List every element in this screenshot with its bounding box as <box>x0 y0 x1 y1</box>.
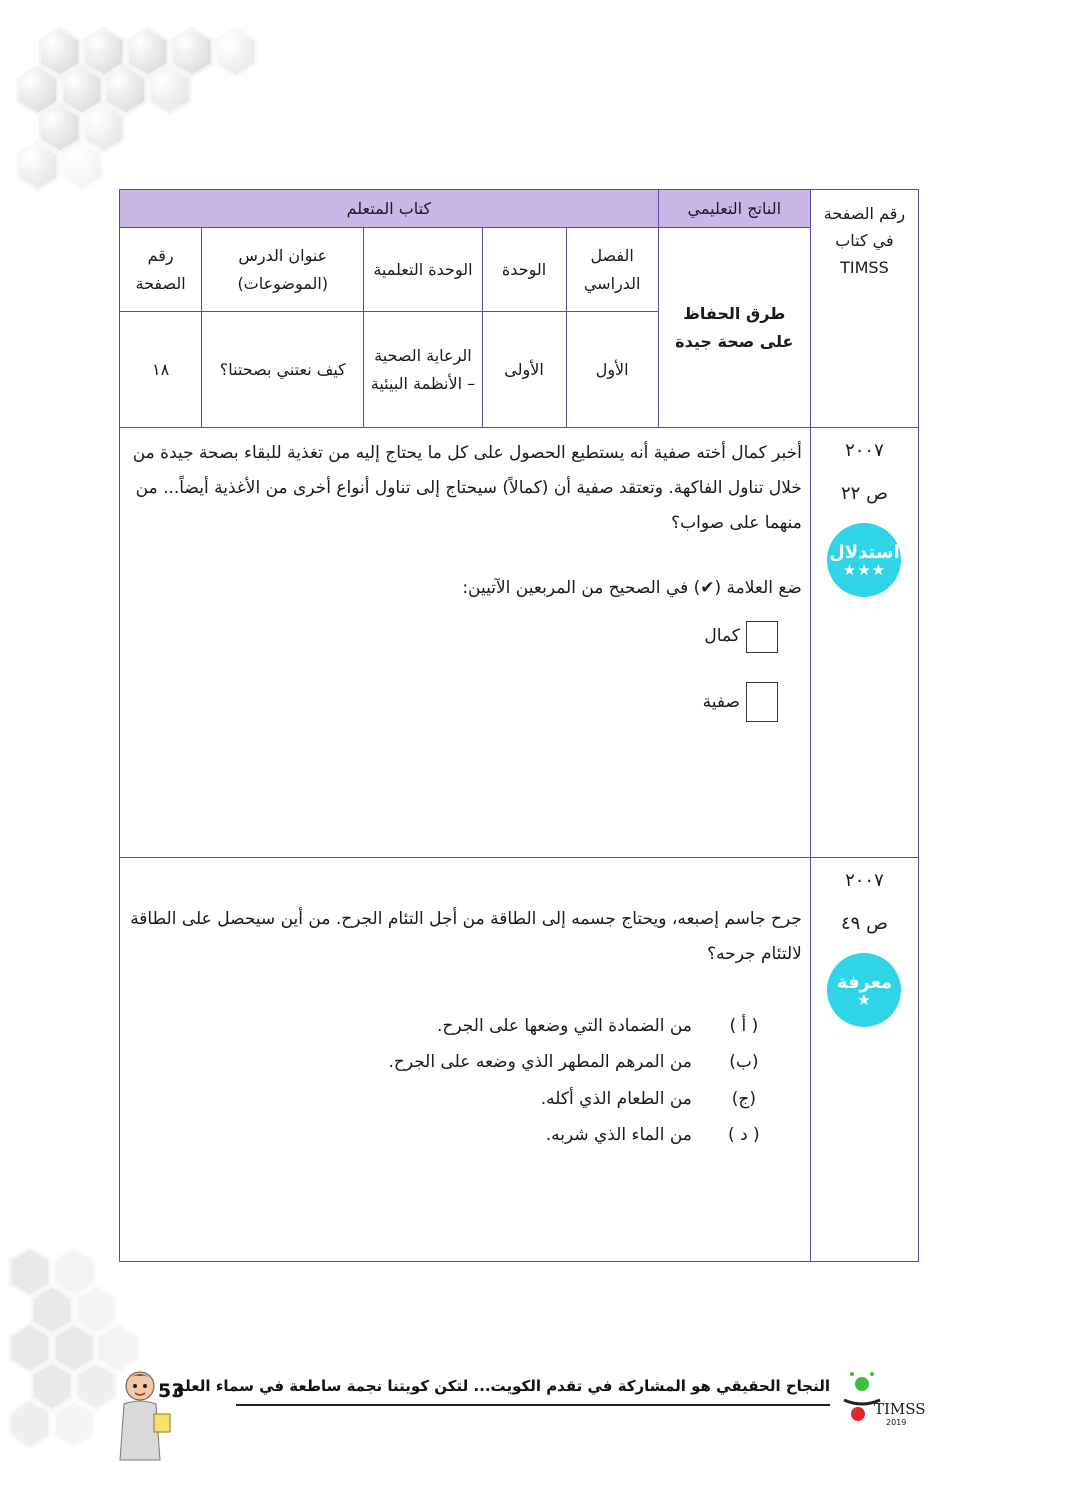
star-icon: ★ <box>857 990 872 1009</box>
row-learning-unit: الرعاية الصحية – الأنظمة البيئية <box>364 312 482 428</box>
question2-text: جرح جاسم إصبعه، ويحتاج جسمه إلى الطاقة من أجل التئام الجرح. من أين سيحصل على الطاقة لالتئام جرحه؟ <box>130 909 802 964</box>
badge-label: استدلال <box>829 541 900 563</box>
timss-logo-text: TIMSS <box>874 1400 926 1418</box>
question1-source <box>810 428 918 858</box>
timss-logo <box>840 1370 930 1440</box>
checkbox[interactable] <box>746 682 778 722</box>
subheader-lesson-title: عنوان الدرس (الموضوعات) <box>202 228 364 312</box>
question2-year: ٢٠٠٧ <box>845 870 884 891</box>
badge-label: معرفة <box>836 971 893 993</box>
question1-page: ص ٢٢ <box>841 482 888 504</box>
options-list <box>128 1008 802 1154</box>
knowledge-badge <box>827 953 901 1027</box>
option-b[interactable]: (ب) من المرهم المطهر الذي وضعه على الجرح. <box>388 1052 759 1073</box>
page-footer <box>110 1360 940 1470</box>
question1-body <box>120 428 811 858</box>
choice-safia[interactable] <box>128 682 778 722</box>
row-lesson-title: كيف نعتني بصحتنا؟ <box>202 312 364 428</box>
footer-slogan: النجاح الحقيقي هو المشاركة في تقدم الكويت... لتكن كويتنا نجمة ساطعة في سماء العلم <box>173 1377 830 1395</box>
question2-page: ص ٤٩ <box>841 912 888 934</box>
choice-label: كمال <box>704 626 740 647</box>
subheader-page-number: رقم الصفحة <box>120 228 202 312</box>
timss-logo-year: 2019 <box>886 1418 907 1427</box>
question2-body <box>120 858 811 1262</box>
question1-text: أخبر كمال أخته صفية أنه يستطيع الحصول على كل ما يحتاج إليه من تغذية للبقاء بصحة جيدة من خلال تناول الفاكهة. وتعتقد صفية أن (كمالاً) سيحتاج إلى تناول أنواع أخرى من الأغذية أيضاً... من منهما على صواب؟ <box>132 443 802 533</box>
option-c[interactable]: (ج) من الطعام الذي أكله. <box>540 1088 756 1109</box>
checkbox[interactable] <box>746 621 778 653</box>
row-semester: الأول <box>566 312 658 428</box>
student-mascot-icon <box>110 1364 180 1464</box>
header-student-book: كتاب المتعلم <box>120 190 659 228</box>
footer-divider <box>236 1404 830 1406</box>
question1-instruction: ضع العلامة (✔) في الصحيح من المربعين الآتيين: <box>462 577 802 598</box>
row-page-number: ١٨ <box>120 312 202 428</box>
reasoning-badge <box>827 523 901 597</box>
subheader-learning-unit: الوحدة التعلمية <box>364 228 482 312</box>
subheader-semester: الفصل الدراسي <box>566 228 658 312</box>
question1-year: ٢٠٠٧ <box>845 440 884 461</box>
header-learning-outcome: الناتج التعليمي <box>658 190 810 228</box>
option-a[interactable]: ( أ ) من الضمادة التي وضعها على الجرح. <box>437 1015 759 1036</box>
learning-outcome-value: طرق الحفاظ على صحة جيدة <box>658 228 810 428</box>
star-icon: ★★★ <box>842 560 887 579</box>
timss-mapping-table <box>119 189 919 1262</box>
hexagon-pattern-decoration <box>0 0 330 220</box>
choice-label: صفية <box>702 691 740 712</box>
page-number: 53 <box>158 1380 185 1402</box>
header-page-in-timss-book: رقم الصفحة في كتاب TIMSS <box>810 190 918 428</box>
question2-source <box>810 858 918 1262</box>
subheader-unit: الوحدة <box>482 228 566 312</box>
option-d[interactable]: ( د ) من الماء الذي شربه. <box>545 1125 760 1146</box>
choice-kamal[interactable] <box>128 619 778 654</box>
row-unit: الأولى <box>482 312 566 428</box>
